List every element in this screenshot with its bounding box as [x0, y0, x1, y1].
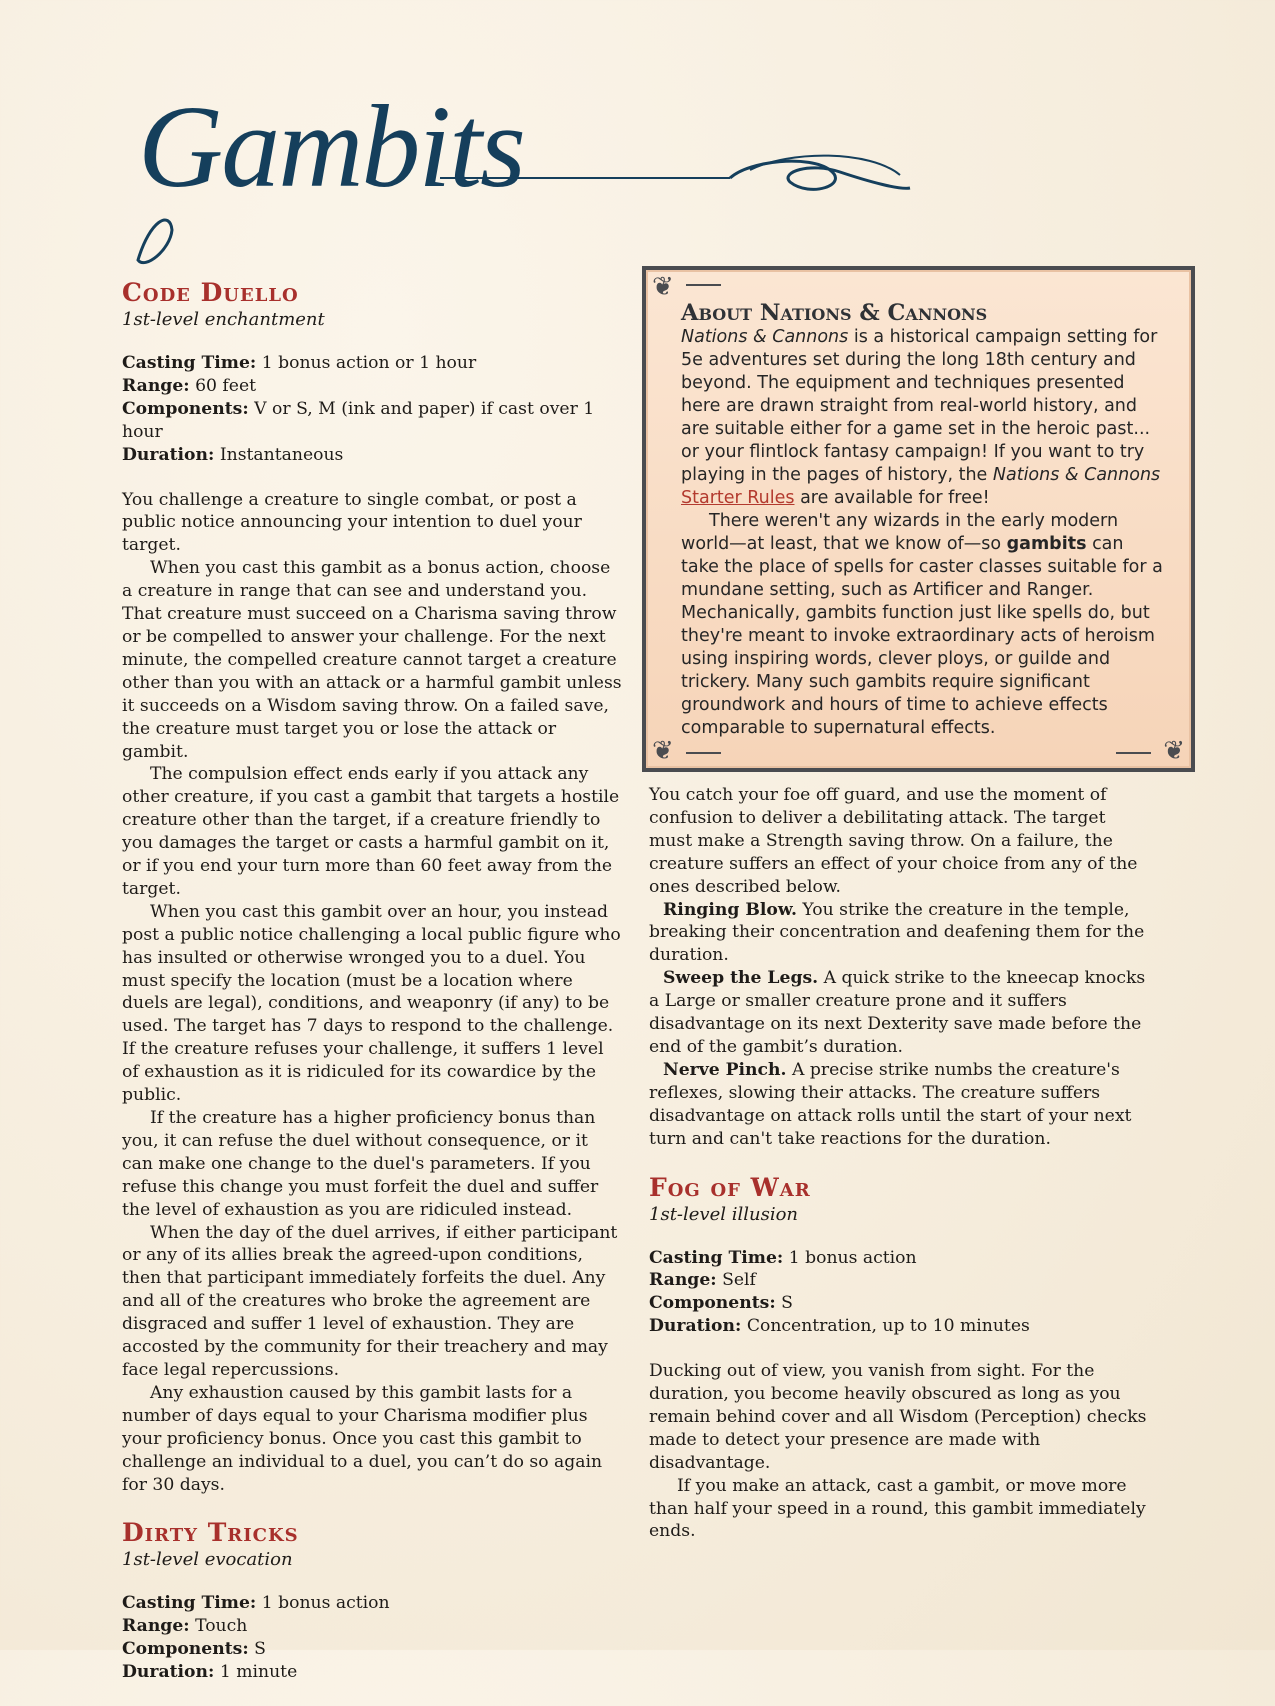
components-label: Components:: [122, 398, 249, 419]
paragraph: If you make an attack, cast a gambit, or move more than half your speed in a round, this gambit immediately ends.: [649, 1475, 1146, 1542]
sidebar-em: Nations & Cannons: [992, 465, 1161, 485]
duration-label: Duration:: [649, 1316, 742, 1337]
paragraph: You catch your foe off guard, and use the moment of confusion to deliver a debilitating attack. The target must make a Strength saving throw. On a failure, the creature suffers an effect of your choice from any of the ones described below.: [649, 785, 1138, 897]
sidebar-bold: gambits: [1006, 534, 1087, 554]
sidebar-text: can take the place of spells for caster classes suitable for a mundane setting, such as Artificer and Ranger. Mechanically, gambits function just like spells do, but they're meant to invoke extraordinary acts of heroism using inspiring words, clever ploys, or guilde and trickery. Many such gambits require significant groundwork and hours of time to achieve effects comparable to supernatural effects.: [681, 534, 1163, 738]
components-value: S: [254, 1639, 266, 1660]
spell-name-code-duello: Code Duello: [122, 278, 299, 307]
paragraph: When you cast this gambit over an hour, you instead post a public notice challenging a local public figure who has insulted or otherwise wronged you to a duel. You must specify the location (must be a location where duels are legal), conditions, and weaponry (if any) to be used. The target has 7 days to respond to the challenge. If the creature refuses your challenge, it suffers 1 level of exhaustion as it is ridiculed for its cowardice by the public.: [122, 901, 621, 1106]
spell-level: 1st-level evocation: [122, 1549, 293, 1571]
option-ringing-blow: [649, 899, 1149, 968]
sidebar-text: are available for free!: [794, 488, 990, 508]
components-label: Components:: [122, 1639, 249, 1660]
sidebar-em: Nations & Cannons: [681, 327, 849, 347]
sidebar-text: There weren't any wizards in the early modern world—at least, that we know of—so: [681, 511, 1119, 554]
sidebar-text: is a historical campaign setting for 5e adventures set during the long 18th century and beyond. The equipment and techniques presented here are drawn straight from real-world history, and are suitable either for a game set in the heroic past... or your flintlock fantasy campaign! If you want to try playing in the pages of history, the: [681, 327, 1158, 485]
spell-stats: [122, 352, 622, 467]
option-sweep-the-legs: [649, 967, 1149, 1059]
paragraph: The compulsion effect ends early if you attack any other creature, if you cast a gambit that targets a hostile creature other than the target, if a creature friendly to you damages the target or casts a harmful gambit on it, or if you end your turn more than 60 feet away from the target.: [122, 764, 620, 899]
spell-level: 1st-level enchantment: [122, 309, 325, 330]
range-label: Range:: [122, 375, 190, 396]
spell-level: 1st-level illusion: [649, 1203, 799, 1225]
casting-time-label: Casting Time:: [122, 353, 257, 373]
paragraph: Ducking out of view, you vanish from sight. For the duration, you become heavily obscured as long as you remain behind cover and all Wisdom (Perception) checks made to detect your presence are made with disadvantage.: [649, 1361, 1147, 1473]
page-title: Gambits: [138, 81, 524, 212]
range-value: 60 feet: [195, 375, 257, 396]
paragraph: When you cast this gambit as a bonus action, choose a creature in range that can see and understand you. That creature must succeed on a Charisma saving throw or be compelled to answer your challenge. For the next minute, the compelled creature cannot target a creature other than you with an attack or a harmful gambit unless it succeeds on a Wisdom saving throw. On a failed save, the creature must target you or lose the attack or gambit.: [122, 558, 622, 762]
range-value: Touch: [195, 1616, 248, 1637]
range-label: Range:: [122, 1616, 190, 1637]
sidebar-title: About Nations & Cannons: [681, 300, 988, 326]
scroll-ornament-icon: ❦: [1163, 736, 1185, 766]
sidebar-box: [642, 266, 1195, 772]
scroll-ornament-icon: ❦: [652, 736, 674, 766]
spell-name-fog-of-war: Fog of War: [649, 1172, 811, 1202]
option-text: You strike the creature in the temple, breaking their concentration and deafening them for the duration.: [649, 899, 1145, 966]
duration-label: Duration:: [122, 1662, 215, 1683]
spell-stats: [122, 1592, 622, 1684]
spell-stats: [649, 1247, 1149, 1339]
spell-description: [649, 784, 1149, 1151]
option-text: A precise strike numbs the creature's reflexes, slowing their attacks. The creature suffers disadvantage on attack rolls until the start of your next turn and can't take reactions for the duration.: [649, 1059, 1132, 1149]
sidebar-paragraph-1: [681, 326, 1163, 510]
option-nerve-pinch: [649, 1059, 1149, 1151]
casting-time-value: 1 bonus action: [788, 1247, 917, 1268]
duration-label: Duration:: [122, 444, 215, 465]
casting-time-label: Casting Time:: [122, 1593, 257, 1614]
spell-description: [649, 1360, 1149, 1543]
duration-value: Instantaneous: [219, 444, 344, 465]
scroll-ornament-icon: ❦: [652, 272, 674, 302]
spell-description: [122, 489, 622, 1497]
option-name: Ringing Blow.: [663, 899, 797, 920]
casting-time-value: 1 bonus action: [261, 1593, 390, 1614]
paragraph: Any exhaustion caused by this gambit lasts for a number of days equal to your Charisma modifier plus your proficiency bonus. Once you cast this gambit to challenge an individual to a duel, you can’t do so again for 30 days.: [122, 1382, 603, 1495]
sidebar-content: [681, 300, 1163, 740]
paragraph: If the creature has a higher proficiency bonus than you, it can refuse the duel without consequence, or it can make one change to the duel's parameters. If you refuse this change you must forfeit the duel and suffer the level of exhaustion as you are ridiculed instead.: [122, 1108, 599, 1220]
left-column: [122, 278, 622, 1706]
option-name: Nerve Pinch.: [663, 1059, 787, 1080]
paragraph: You challenge a creature to single combat, or post a public notice announcing your intention to duel your target.: [122, 489, 582, 556]
right-column: [649, 784, 1149, 1543]
sidebar-paragraph-2: [681, 510, 1163, 740]
option-text: A quick strike to the kneecap knocks a Large or smaller creature prone and it suffers disadvantage on its next Dexterity save made before the end of the gambit’s duration.: [649, 968, 1146, 1057]
components-value: S: [781, 1293, 793, 1314]
duration-value: Concentration, up to 10 minutes: [746, 1316, 1030, 1337]
spell-name-dirty-tricks: Dirty Tricks: [122, 1518, 299, 1548]
option-name: Sweep the Legs.: [663, 968, 819, 989]
components-value: V or S, M (ink and paper) if cast over 1 hour: [122, 398, 595, 442]
starter-rules-link[interactable]: Starter Rules: [681, 488, 795, 508]
casting-time-value: 1 bonus action or 1 hour: [261, 353, 477, 373]
casting-time-label: Casting Time:: [649, 1247, 784, 1268]
range-label: Range:: [649, 1270, 717, 1291]
paragraph: When the day of the duel arrives, if either participant or any of its allies break the agreed-upon conditions, then that participant immediately forfeits the duel. Any and all of the creatures who broke the agreement are disgraced and suffer 1 level of exhaustion. They are accosted by the community for their treachery and may face legal repercussions.: [122, 1222, 618, 1380]
components-label: Components:: [649, 1293, 776, 1314]
duration-value: 1 minute: [219, 1662, 298, 1683]
range-value: Self: [722, 1270, 756, 1291]
